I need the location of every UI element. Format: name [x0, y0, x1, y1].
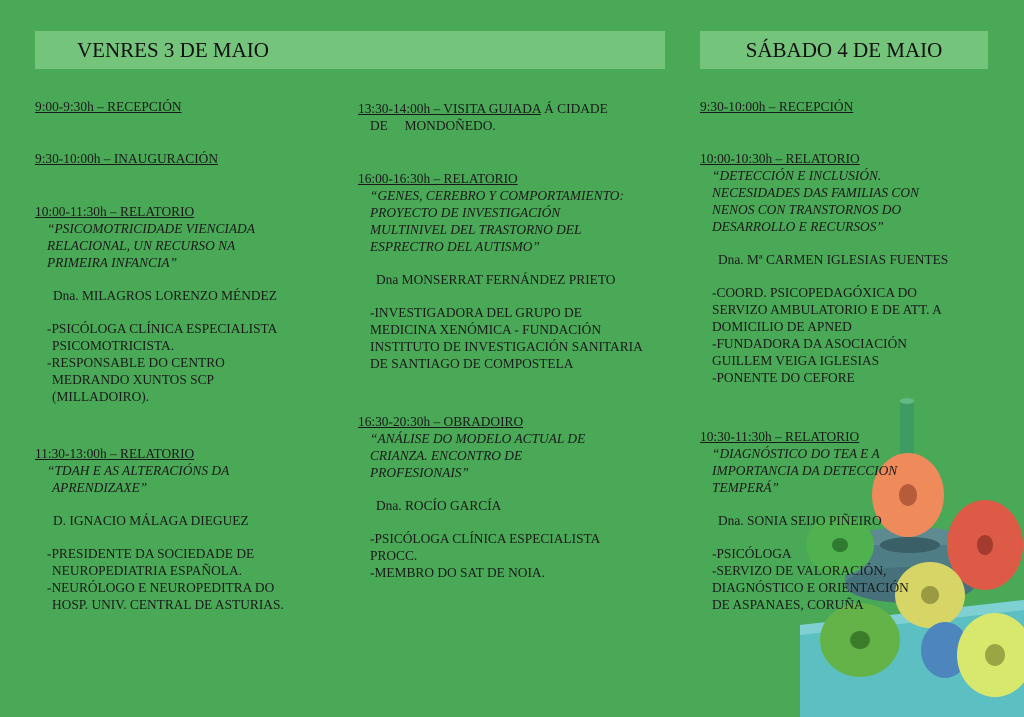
speaker-name: Dna MONSERRAT FERNÁNDEZ PRIETO: [376, 272, 616, 287]
schedule-item-talk: [700, 428, 990, 613]
friday-header: VENRES 3 DE MAIO: [35, 31, 665, 69]
time-slot: 10:00-10:30h – RELATORIO: [700, 151, 860, 166]
saturday-header: SÁBADO 4 DE MAIO: [700, 31, 988, 69]
speaker-name: Dna. SONIA SEIJO PIÑEIRO: [718, 513, 882, 528]
speaker-name: D. IGNACIO MÁLAGA DIEGUEZ: [53, 513, 249, 528]
schedule-item-talk: [358, 170, 683, 372]
time-slot: 13:30-14:00h – VISITA GUIADA: [358, 101, 541, 116]
schedule-item-talk: [700, 150, 990, 386]
talk-title: “DETECCIÓN E INCLUSIÓN. NECESIDADES DAS FAMILIAS CON NENOS CON TRANSTORNOS DO DESARROLLO E RECURSOS”: [712, 168, 919, 234]
talk-title: “PSICOMOTRICIDADE VIENCIADA RELACIONAL, UN RECURSO NA PRIMEIRA INFANCIA”: [47, 221, 255, 270]
time-slot: 9:30-10:00h – INAUGURACIÓN: [35, 151, 218, 166]
time-slot: 16:00-16:30h – RELATORIO: [358, 171, 518, 186]
speaker-bio: -PRESIDENTE DA SOCIEDADE DE NEUROPEDIATRIA ESPAÑOLA. -NEURÓLOGO E NEUROPEDITRA DO HOSP. UNIV. CENTRAL DE ASTURIAS.: [47, 546, 284, 612]
schedule-item-talk: [35, 445, 345, 613]
schedule-item-opening: [35, 150, 345, 167]
speaker-bio: -COORD. PSICOPEDAGÓXICA DO SERVIZO AMBULATORIO E DE ATT. A DOMICILIO DE APNED -FUNDADORA DA ASOCIACIÓN GUILLEM VEIGA IGLESIAS -PONENTE DO CEFORE: [712, 285, 942, 385]
time-slot: 11:30-13:00h – RELATORIO: [35, 446, 195, 461]
talk-title: “ANÁLISE DO MODELO ACTUAL DE CRIANZA. ENCONTRO DE PROFESIONAIS”: [370, 431, 586, 480]
time-slot: 10:00-11:30h – RELATORIO: [35, 204, 195, 219]
time-slot: 16:30-20:30h – OBRADOIRO: [358, 414, 524, 429]
speaker-bio: -INVESTIGADORA DEL GRUPO DE MEDICINA XENÓMICA - FUNDACIÓN INSTITUTO DE INVESTIGACIÓN SANITARIA DE SANTIAGO DE COMPOSTELA: [370, 305, 643, 371]
time-slot: 10:30-11:30h – RELATORIO: [700, 429, 860, 444]
time-slot: 9:30-10:00h – RECEPCIÓN: [700, 99, 854, 114]
schedule-item-reception: [35, 98, 345, 115]
schedule-item-workshop: [358, 413, 683, 581]
talk-title: “GENES, CEREBRO Y COMPORTAMIENTO: PROYECTO DE INVESTIGACIÓN MULTINIVEL DEL TRASTORNO DEL ESPRECTRO DEL AUTISMO”: [370, 188, 624, 254]
time-slot: 9:00-9:30h – RECEPCIÓN: [35, 99, 182, 114]
schedule-item-visit: 13:30-14:00h – VISITA GUIADA Á CIDADE DE MONDOÑEDO.: [358, 101, 608, 133]
talk-title: “DIAGNÓSTICO DO TEA E A IMPORTANCIA DA DETECCION TEMPERÁ”: [712, 446, 898, 495]
schedule-item-talk: [35, 203, 345, 405]
schedule-item-reception: [700, 98, 990, 115]
speaker-name: Dna. Mª CARMEN IGLESIAS FUENTES: [718, 252, 949, 267]
speaker-name: Dna. ROCÍO GARCÍA: [376, 498, 502, 513]
speaker-bio: -PSICÓLOGA CLÍNICA ESPECIALISTA PSICOMOTRICISTA. -RESPONSABLE DO CENTRO MEDRANDO XUNTOS SCP (MILLADOIRO).: [47, 321, 278, 404]
talk-title: “TDAH E AS ALTERACIÓNS DA APRENDIZAXE”: [47, 463, 230, 495]
speaker-name: Dna. MILAGROS LORENZO MÉNDEZ: [53, 288, 277, 303]
speaker-bio: -PSICÓLOGA -SERVIZO DE VALORACIÓN, DIAGNÓSTICO E ORIENTACIÓN DE ASPANAES, CORUÑA: [712, 546, 909, 612]
speaker-bio: -PSICÓLOGA CLÍNICA ESPECIALISTA PROCC. -MEMBRO DO SAT DE NOIA.: [370, 531, 601, 580]
